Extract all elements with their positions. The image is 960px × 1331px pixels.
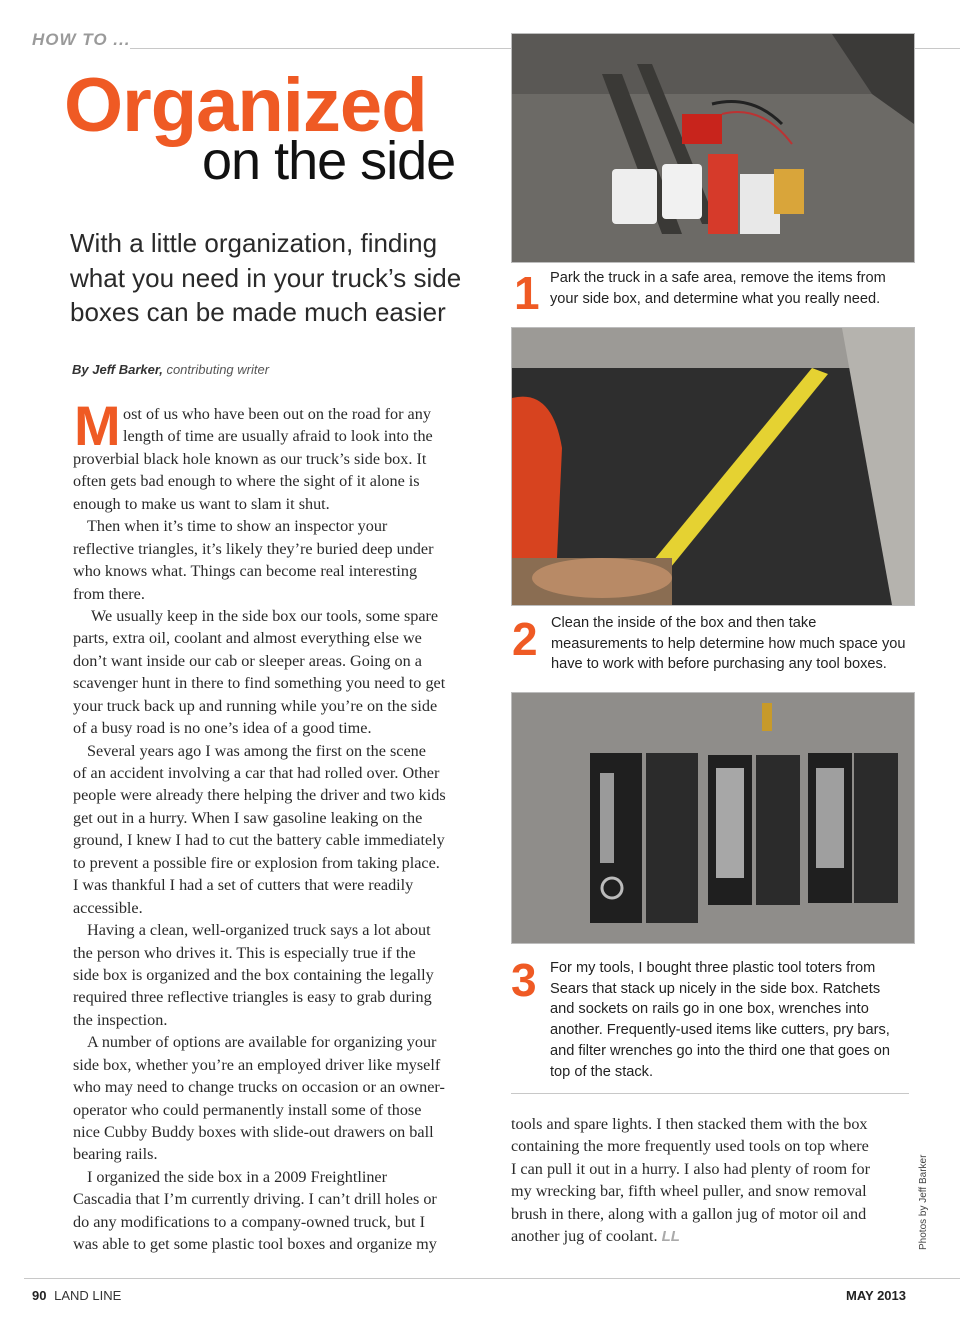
deck-line: boxes can be made much easier [70, 297, 446, 327]
body-line: Cascadia that I’m currently driving. I can’t drill holes or [73, 1190, 437, 1209]
publication-name: LAND LINE [54, 1288, 122, 1303]
step-caption [551, 613, 906, 675]
body-line: don’t want inside our cab or sleeper areas. Going on a [73, 651, 422, 670]
body-line: do any modifications to a company-owned truck, but I [73, 1212, 425, 1231]
body-line: the inspection. [73, 1010, 168, 1029]
photo-tape-measure [511, 327, 915, 606]
photo-tool-boxes [511, 692, 915, 944]
body-line: Then when it’s time to show an inspector your [87, 517, 388, 536]
body-line: from there. [73, 584, 145, 603]
end-mark: LL [661, 1228, 680, 1246]
photo-items-on-pavement [511, 33, 915, 263]
body-line: operator who could permanently install some of those [73, 1100, 422, 1119]
article-body [73, 394, 478, 1256]
deck-line: With a little organization, finding [70, 228, 438, 258]
caption-line: For my tools, I bought three plastic tool toters from [550, 960, 876, 976]
caption-line: another. Frequently-used items like cutters, pry bars, [550, 1022, 890, 1039]
caption-rule [511, 1093, 909, 1094]
byline [72, 362, 269, 377]
body-line: required three reflective triangles is easy to grab during [73, 988, 432, 1007]
caption-line: and sockets on rails go in one box, wrenches into [550, 1001, 869, 1018]
section-kicker: HOW TO ... [32, 30, 131, 49]
body-line [511, 1225, 906, 1247]
body-line: accessible. [73, 898, 143, 917]
caption-line: and filter wrenches go into the third one that goes on [550, 1042, 890, 1059]
caption-line: top of the stack. [550, 1063, 654, 1080]
body-line: We usually keep in the side box our tools, some spare [91, 606, 439, 625]
body-line: I can pull it out in a hurry. I also had plenty of room for [511, 1159, 871, 1178]
step-number: 3 [511, 954, 537, 1006]
body-line: containing the more frequently used tools on top where [511, 1137, 869, 1156]
body-line: side box, whether you’re an employed driver like myself [73, 1055, 441, 1074]
body-line: of an accident involving a car that had rolled over. Other [73, 764, 440, 782]
body-line: to prevent a possible fire or explosion from taking place. [73, 853, 440, 872]
body-line: your truck back up and running while you’re on the side [73, 696, 438, 715]
body-line-text: another jug of coolant. [511, 1227, 658, 1246]
caption-line: have to work with before purchasing any tool boxes. [551, 656, 887, 673]
body-line: enough to make us want to slam it shut. [73, 494, 330, 513]
body-line: bearing rails. [73, 1145, 158, 1164]
deck [70, 226, 490, 330]
body-line: side box is organized and the box containing the legally [73, 965, 434, 984]
body-line: I organized the side box in a 2009 Freightliner [87, 1167, 387, 1186]
caption-line: measurements to help determine how much space you [551, 635, 906, 652]
headline-sub: on the side [202, 131, 456, 191]
body-line: reflective triangles, it’s likely they’re buried deep under [73, 539, 434, 558]
body-line: Several years ago I was among the first on the scene [87, 741, 426, 760]
body-line: proverbial black hole known as our truck’s side box. It [73, 449, 427, 468]
body-line: A number of options are available for organizing your [87, 1033, 437, 1052]
page-number: 90 [32, 1288, 47, 1303]
body-line: who may need to change trucks on occasion or an owner- [73, 1078, 445, 1097]
footer-rule [24, 1278, 960, 1279]
article-body-continued [511, 1113, 906, 1248]
headline-main: Organized [64, 63, 427, 148]
caption-line: Clean the inside of the box and then take [551, 615, 817, 631]
caption-line: your side box, and determine what you really need. [550, 290, 881, 307]
body-line: length of time are usually afraid to look into the [123, 427, 433, 446]
author-role: contributing writer [166, 362, 270, 377]
body-line: get out in a hurry. When I saw gasoline leaking on the [73, 808, 423, 827]
body-line: parts, extra oil, coolant and almost everything else we [73, 629, 422, 648]
body-line: brush in there, along with a gallon jug of motor oil and [511, 1204, 867, 1223]
body-line: tools and spare lights. I then stacked them with the box [511, 1115, 868, 1133]
body-line: scavenger hunt in there to find something you need to get [73, 674, 446, 693]
issue-date: MAY 2013 [846, 1288, 906, 1303]
author-name: By Jeff Barker, [72, 362, 163, 377]
body-line: nice Cubby Buddy boxes with slide-out drawers on ball [73, 1123, 434, 1141]
step-caption [550, 268, 886, 309]
body-line: ost of us who have been out on the road for any [123, 405, 431, 423]
body-line: of a busy road is no one’s idea of a good time. [73, 719, 372, 738]
body-line: people were already there helping the driver and two kids [73, 786, 446, 805]
caption-line: Sears that stack up nicely in the side box. Ratchets [550, 980, 881, 997]
body-line: often gets bad enough to where the sight of it alone is [73, 472, 420, 491]
body-line: Having a clean, well-organized truck says a lot about [87, 921, 431, 940]
footer-folio [32, 1288, 121, 1303]
body-line: ground, I knew I had to cut the battery cable immediately [73, 831, 445, 850]
deck-line: what you need in your truck’s side [70, 262, 462, 293]
caption-line: Park the truck in a safe area, remove the items from [550, 270, 886, 286]
step-number: 1 [514, 267, 540, 319]
body-line: I was thankful I had a set of cutters that were readily [73, 876, 414, 895]
body-line: my wrecking bar, fifth wheel puller, and snow removal [511, 1182, 867, 1201]
step-number: 2 [512, 613, 538, 665]
body-line: the person who drives it. This is especially true if the [73, 943, 416, 962]
photo-credit: Photos by Jeff Barker [918, 1154, 929, 1250]
body-line: was able to get some plastic tool boxes and organize my [73, 1235, 437, 1254]
drop-cap: M [74, 394, 121, 457]
body-line: who knows what. Things can become real interesting [73, 562, 418, 581]
step-caption [550, 958, 890, 1082]
